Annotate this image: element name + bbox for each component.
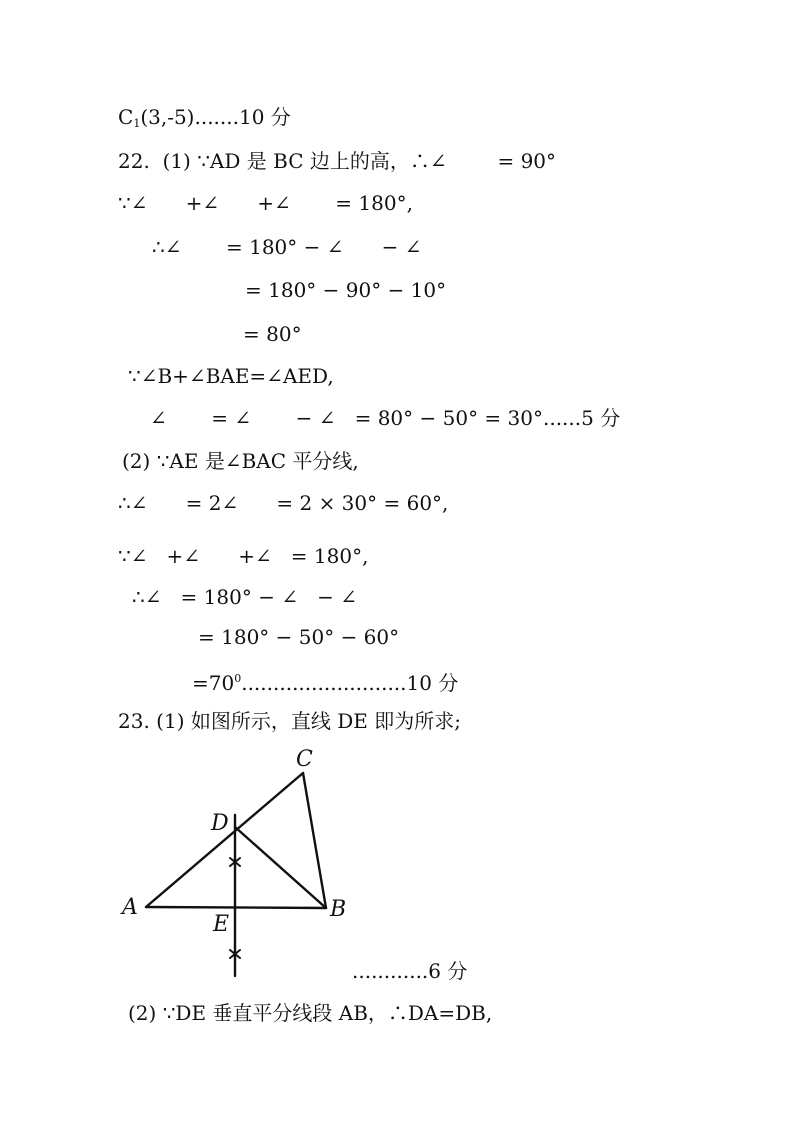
line-exterior-angle: ∵∠B+∠BAE=∠AED, — [128, 364, 334, 388]
c1-subscript: 1 — [133, 117, 141, 130]
segment-db — [235, 827, 326, 908]
line-angle-solve-1: ∴∠ = 180° − ∠ − ∠ — [152, 235, 422, 259]
line-angle-sum-1: ∵∠ +∠ +∠ = 180°, — [118, 191, 413, 215]
c1-rest: (3,-5).......10 分 — [140, 105, 291, 129]
line-angle-calc-2: = 180° − 50° − 60° — [198, 625, 400, 649]
line-22-2: (2) ∵AE 是∠BAC 平分线, — [122, 449, 359, 473]
line-angle-diff: ∠ = ∠ − ∠ = 80° − 50° = 30°......5 分 — [150, 406, 621, 430]
line-23-1: 23. (1) 如图所示，直线 DE 即为所求; — [118, 709, 461, 733]
line-angle-solve-2: ∴∠ = 180° − ∠ − ∠ — [132, 585, 358, 609]
label-e: E — [213, 912, 230, 937]
line-angle-result-1: = 80° — [243, 322, 302, 346]
label-d: D — [211, 811, 229, 836]
line-angle-calc-1: = 180° − 90° − 10° — [245, 278, 447, 302]
line-score-6: ............6 分 — [352, 959, 468, 983]
result-score: ..........................10 分 — [241, 671, 459, 695]
label-c: C — [296, 747, 313, 772]
line-bisector-double: ∴∠ = 2∠ = 2 × 30° = 60°, — [118, 491, 449, 515]
line-22-1: 22. (1) ∵AD 是 BC 边上的高，∴∠ = 90° — [118, 149, 557, 173]
line-23-2: (2) ∵DE 垂直平分线段 AB，∴DA=DB, — [128, 1001, 493, 1025]
label-a: A — [122, 895, 138, 920]
result-value: =70 — [192, 671, 235, 695]
segment-ac — [146, 773, 303, 907]
c1-letter: C — [118, 105, 134, 129]
line-c1 — [118, 104, 291, 137]
label-b: B — [330, 897, 347, 922]
result-superscript: 0 — [234, 672, 242, 685]
line-angle-result-2 — [192, 666, 458, 696]
triangle-figure — [110, 740, 410, 980]
line-angle-sum-2: ∵∠ +∠ +∠ = 180°, — [118, 544, 369, 568]
segment-cb — [303, 773, 326, 908]
